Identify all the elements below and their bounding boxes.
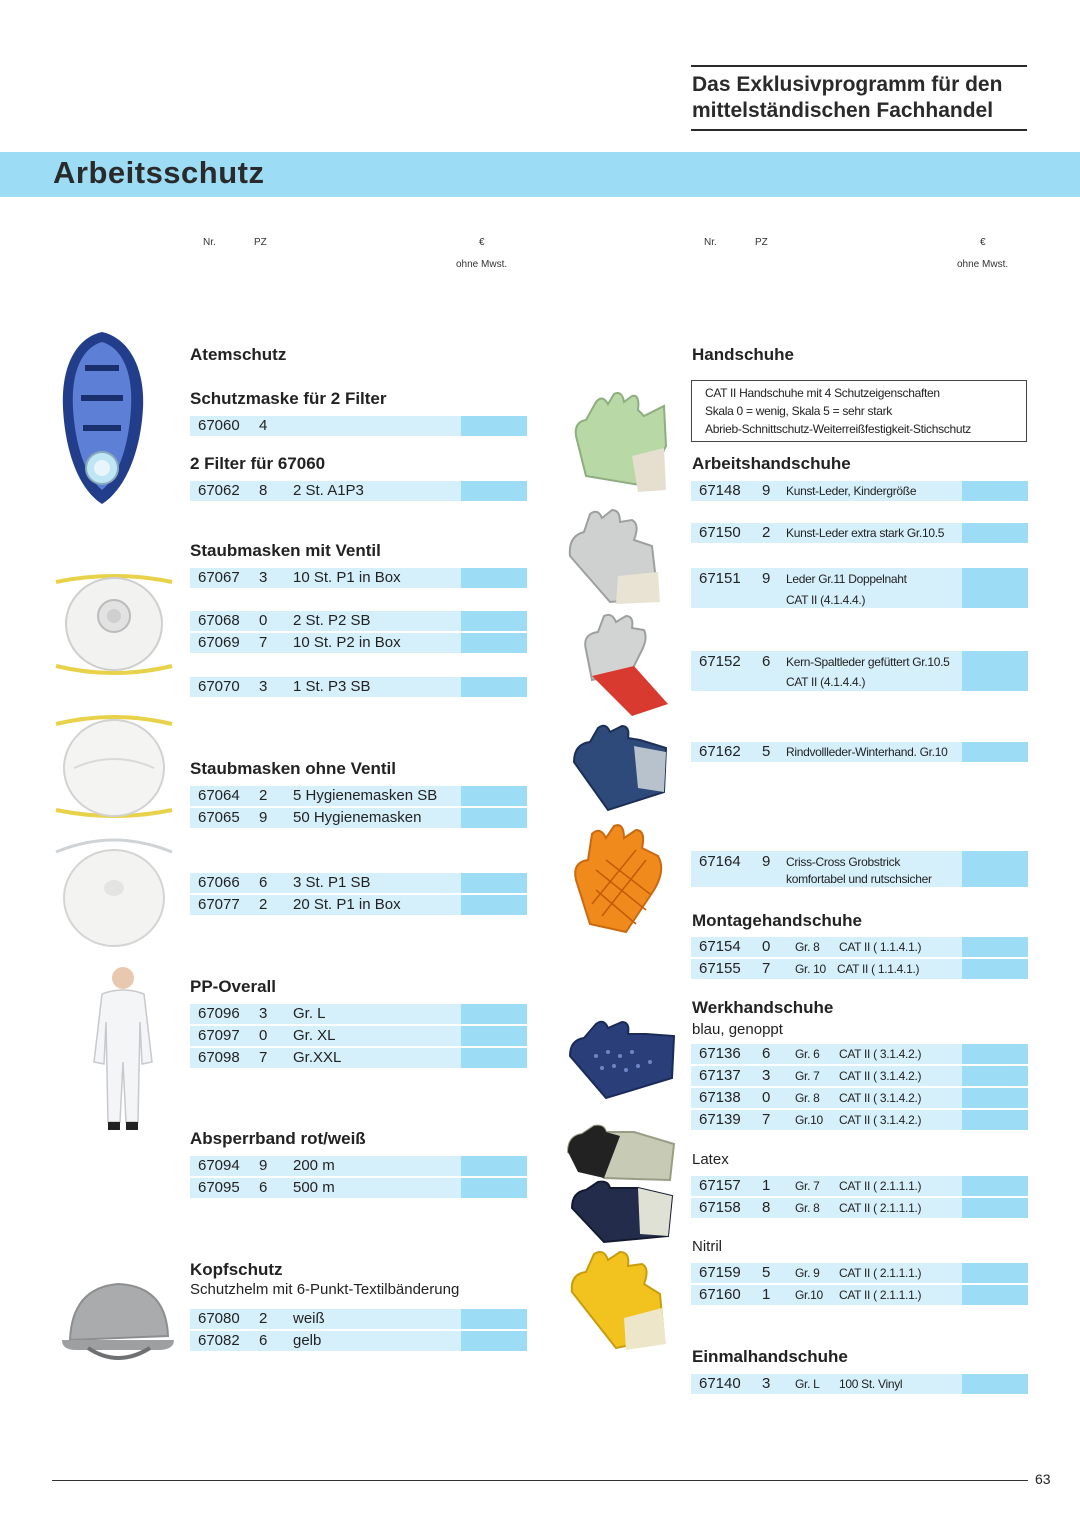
article-size: Gr. 6 bbox=[795, 1047, 820, 1061]
price-cell bbox=[962, 1088, 1028, 1108]
colhead-pz-left: PZ bbox=[254, 237, 267, 248]
pp-overall-image bbox=[88, 962, 158, 1134]
heading-kopfschutz: Kopfschutz bbox=[190, 1260, 283, 1279]
glove-grey-image bbox=[560, 506, 664, 606]
article-size: Gr.10 bbox=[795, 1288, 823, 1302]
table-row bbox=[691, 1088, 1028, 1108]
article-pz: 6 bbox=[259, 1332, 268, 1349]
price-cell bbox=[461, 1156, 527, 1176]
table-row bbox=[190, 1156, 527, 1176]
colhead-vat-right: ohne Mwst. bbox=[957, 259, 1009, 270]
article-nr: 67158 bbox=[699, 1199, 741, 1216]
heading-pp-overall: PP-Overall bbox=[190, 977, 276, 996]
article-nr: 67068 bbox=[198, 612, 240, 629]
article-desc: 5 Hygienemasken SB bbox=[293, 787, 438, 804]
price-cell bbox=[461, 1048, 527, 1068]
article-pz: 6 bbox=[762, 653, 771, 670]
price-cell bbox=[461, 1331, 527, 1351]
glove-nitril-image bbox=[566, 1248, 674, 1354]
article-pz: 3 bbox=[762, 1067, 771, 1084]
info-box bbox=[691, 380, 1027, 442]
article-nr: 67157 bbox=[699, 1177, 741, 1194]
article-nr: 67159 bbox=[699, 1264, 741, 1281]
dust-mask-valve-image bbox=[50, 570, 178, 678]
article-pz: 1 bbox=[762, 1177, 771, 1194]
glove-green-image bbox=[566, 386, 670, 498]
price-cell bbox=[461, 1004, 527, 1024]
article-nr: 67152 bbox=[699, 653, 741, 670]
price-cell bbox=[461, 416, 527, 436]
table-row bbox=[190, 786, 527, 806]
article-nr: 67065 bbox=[198, 809, 240, 826]
table-row bbox=[190, 416, 527, 436]
glove-orange-image bbox=[566, 820, 670, 938]
article-desc: Kern-Spaltleder gefüttert Gr.10.5 bbox=[786, 655, 950, 669]
section-title: Arbeitsschutz bbox=[53, 155, 265, 190]
tagline-line-2: mittelständischen Fachhandel bbox=[692, 99, 994, 122]
article-pz: 0 bbox=[762, 1089, 771, 1106]
info-line: CAT II Handschuhe mit 4 Schutzeigenschaften bbox=[705, 386, 940, 400]
article-nr: 67162 bbox=[699, 743, 741, 760]
article-nr: 67160 bbox=[699, 1286, 741, 1303]
article-nr: 67140 bbox=[699, 1375, 741, 1392]
heading-handschuhe: Handschuhe bbox=[692, 345, 795, 364]
subheading-werkhandschuhe: blau, genoppt bbox=[692, 1021, 783, 1038]
price-cell bbox=[461, 873, 527, 893]
article-pz: 6 bbox=[259, 874, 268, 891]
header-rule-top bbox=[691, 65, 1027, 67]
price-cell bbox=[962, 1285, 1028, 1305]
article-desc: 3 St. P1 SB bbox=[293, 874, 371, 891]
article-pz: 7 bbox=[762, 1111, 771, 1128]
article-cat: CAT II ( 3.1.4.2.) bbox=[839, 1091, 922, 1105]
article-nr: 67137 bbox=[699, 1067, 741, 1084]
page-number: 63 bbox=[1035, 1471, 1051, 1487]
table-row bbox=[691, 1044, 1028, 1064]
helmet-image bbox=[58, 1278, 178, 1368]
article-nr: 67080 bbox=[198, 1310, 240, 1327]
table-row bbox=[190, 895, 527, 915]
article-desc: weiß bbox=[293, 1310, 325, 1327]
header-tagline bbox=[692, 72, 1032, 124]
article-desc: Gr. XL bbox=[293, 1027, 336, 1044]
heading-montagehandschuhe: Montagehandschuhe bbox=[692, 911, 863, 930]
table-row bbox=[691, 1066, 1028, 1086]
article-pz: 7 bbox=[259, 1049, 268, 1066]
article-pz: 9 bbox=[259, 1157, 268, 1174]
table-row bbox=[691, 851, 1028, 887]
price-cell bbox=[962, 1176, 1028, 1196]
heading-atemschutz: Atemschutz bbox=[190, 345, 287, 364]
article-desc: 10 St. P1 in Box bbox=[293, 569, 401, 586]
table-row bbox=[691, 1263, 1028, 1283]
article-desc: Gr. L bbox=[293, 1005, 326, 1022]
article-desc: Leder Gr.11 Doppelnaht bbox=[786, 572, 907, 586]
article-cat: CAT II ( 2.1.1.1.) bbox=[839, 1266, 922, 1280]
article-nr: 67154 bbox=[699, 938, 741, 955]
article-desc: Kunst-Leder, Kindergröße bbox=[786, 484, 917, 498]
price-cell bbox=[461, 481, 527, 501]
price-cell bbox=[461, 786, 527, 806]
colhead-vat-left: ohne Mwst. bbox=[456, 259, 508, 270]
article-nr: 67148 bbox=[699, 482, 741, 499]
table-row bbox=[190, 481, 527, 501]
price-cell bbox=[962, 1110, 1028, 1130]
article-desc: 50 Hygienemasken bbox=[293, 809, 422, 826]
subheading-nitril: Nitril bbox=[692, 1238, 722, 1255]
price-cell bbox=[461, 808, 527, 828]
price-cell bbox=[962, 523, 1028, 543]
article-desc: Gr.XXL bbox=[293, 1049, 342, 1066]
article-pz: 9 bbox=[762, 570, 771, 587]
price-cell bbox=[461, 1026, 527, 1046]
article-desc: 20 St. P1 in Box bbox=[293, 896, 401, 913]
heading-arbeitshandschuhe: Arbeitshandschuhe bbox=[692, 454, 851, 473]
table-row bbox=[190, 633, 527, 653]
article-cat: 100 St. Vinyl bbox=[839, 1377, 903, 1391]
table-row bbox=[190, 677, 527, 697]
article-nr: 67155 bbox=[699, 960, 741, 977]
article-pz: 6 bbox=[762, 1045, 771, 1062]
price-cell bbox=[962, 568, 1028, 608]
article-pz: 8 bbox=[259, 482, 268, 499]
article-nr: 67062 bbox=[198, 482, 240, 499]
glove-red-image bbox=[572, 610, 672, 718]
article-pz: 3 bbox=[762, 1375, 771, 1392]
tagline-line-1: Das Exklusivprogramm für den bbox=[692, 73, 1003, 96]
article-nr: 67139 bbox=[699, 1111, 741, 1128]
table-row bbox=[691, 742, 1028, 762]
article-size: Gr. L bbox=[795, 1377, 820, 1391]
price-cell bbox=[962, 851, 1028, 887]
table-row bbox=[691, 523, 1028, 543]
article-size: Gr. 8 bbox=[795, 940, 820, 954]
price-cell bbox=[962, 959, 1028, 979]
price-cell bbox=[461, 1178, 527, 1198]
table-row bbox=[691, 1374, 1028, 1394]
glove-knit-dotted-image bbox=[566, 1016, 676, 1102]
article-pz: 7 bbox=[762, 960, 771, 977]
article-nr: 67095 bbox=[198, 1179, 240, 1196]
article-nr: 67150 bbox=[699, 524, 741, 541]
article-desc: 500 m bbox=[293, 1179, 335, 1196]
price-cell bbox=[962, 937, 1028, 957]
article-desc: 10 St. P2 in Box bbox=[293, 634, 401, 651]
price-cell bbox=[461, 1309, 527, 1329]
article-size: Gr. 7 bbox=[795, 1179, 820, 1193]
article-size: Gr. 8 bbox=[795, 1201, 820, 1215]
article-size: Gr. 7 bbox=[795, 1069, 820, 1083]
article-pz: 9 bbox=[762, 853, 771, 870]
article-size: Gr.10 bbox=[795, 1113, 823, 1127]
article-desc-2: komfortabel und rutschsicher bbox=[786, 872, 932, 886]
subheading-schutzhelm: Schutzhelm mit 6-Punkt-Textilbänderung bbox=[190, 1281, 460, 1298]
table-row bbox=[691, 959, 1028, 979]
article-pz: 5 bbox=[762, 743, 771, 760]
article-nr: 67067 bbox=[198, 569, 240, 586]
price-cell bbox=[461, 677, 527, 697]
price-cell bbox=[461, 895, 527, 915]
table-row bbox=[190, 1026, 527, 1046]
article-pz: 2 bbox=[259, 1310, 268, 1327]
table-row bbox=[190, 1004, 527, 1024]
hygiene-mask-image bbox=[50, 832, 178, 950]
article-desc: 2 St. A1P3 bbox=[293, 482, 364, 499]
price-cell bbox=[962, 481, 1028, 501]
price-cell bbox=[962, 1044, 1028, 1064]
article-nr: 67138 bbox=[699, 1089, 741, 1106]
subheading-latex: Latex bbox=[692, 1151, 729, 1168]
colhead-euro-right: € bbox=[980, 237, 986, 248]
article-desc: 2 St. P2 SB bbox=[293, 612, 371, 629]
table-row bbox=[190, 1048, 527, 1068]
info-line: Abrieb-Schnittschutz-Weiterreißfestigkeit-Stichschutz bbox=[705, 422, 971, 436]
table-row bbox=[691, 568, 1028, 608]
table-row bbox=[190, 1309, 527, 1329]
article-pz: 6 bbox=[259, 1179, 268, 1196]
article-nr: 67070 bbox=[198, 678, 240, 695]
table-row bbox=[190, 611, 527, 631]
price-cell bbox=[461, 568, 527, 588]
table-row bbox=[190, 873, 527, 893]
price-cell bbox=[962, 1198, 1028, 1218]
article-cat: CAT II ( 2.1.1.1.) bbox=[839, 1201, 922, 1215]
article-nr: 67094 bbox=[198, 1157, 240, 1174]
heading-staubmasken-ventil: Staubmasken mit Ventil bbox=[190, 541, 381, 560]
article-pz: 0 bbox=[259, 612, 268, 629]
article-desc: 200 m bbox=[293, 1157, 335, 1174]
info-line: Skala 0 = wenig, Skala 5 = sehr stark bbox=[705, 404, 893, 418]
colhead-euro-left: € bbox=[479, 237, 485, 248]
article-size: Gr. 9 bbox=[795, 1266, 820, 1280]
heading-werkhandschuhe: Werkhandschuhe bbox=[692, 998, 834, 1017]
article-pz: 8 bbox=[762, 1199, 771, 1216]
article-pz: 5 bbox=[762, 1264, 771, 1281]
heading-absperrband: Absperrband rot/weiß bbox=[190, 1129, 366, 1148]
article-nr: 67164 bbox=[699, 853, 741, 870]
article-pz: 3 bbox=[259, 678, 268, 695]
article-cat: CAT II ( 3.1.4.2.) bbox=[839, 1069, 922, 1083]
article-cat: CAT II ( 3.1.4.2.) bbox=[839, 1047, 922, 1061]
table-row bbox=[691, 1285, 1028, 1305]
article-cat: CAT II ( 3.1.4.2.) bbox=[839, 1113, 922, 1127]
article-desc: Kunst-Leder extra stark Gr.10.5 bbox=[786, 526, 945, 540]
table-row bbox=[691, 937, 1028, 957]
table-row bbox=[190, 1331, 527, 1351]
article-desc: 1 St. P3 SB bbox=[293, 678, 371, 695]
article-nr: 67082 bbox=[198, 1332, 240, 1349]
price-cell bbox=[461, 633, 527, 653]
article-desc: Rindvollleder-Winterhand. Gr.10 bbox=[786, 745, 948, 759]
article-cat: CAT II ( 2.1.1.1.) bbox=[839, 1179, 922, 1193]
table-row bbox=[691, 651, 1028, 691]
article-size: Gr. 8 bbox=[795, 1091, 820, 1105]
table-row bbox=[190, 568, 527, 588]
article-nr: 67097 bbox=[198, 1027, 240, 1044]
article-pz: 7 bbox=[259, 634, 268, 651]
glove-blue-leather-image bbox=[568, 722, 672, 814]
article-pz: 3 bbox=[259, 1005, 268, 1022]
article-pz: 2 bbox=[259, 787, 268, 804]
article-pz: 0 bbox=[259, 1027, 268, 1044]
article-pz: 3 bbox=[259, 569, 268, 586]
article-pz: 2 bbox=[259, 896, 268, 913]
article-nr: 67096 bbox=[198, 1005, 240, 1022]
price-cell bbox=[962, 1263, 1028, 1283]
heading-staubmasken-ohne: Staubmasken ohne Ventil bbox=[190, 759, 396, 778]
article-nr: 67060 bbox=[198, 417, 240, 434]
article-nr: 67151 bbox=[699, 570, 741, 587]
article-size: Gr. 10 bbox=[795, 962, 826, 976]
heading-schutzmaske: Schutzmaske für 2 Filter bbox=[190, 389, 387, 408]
table-row bbox=[691, 1110, 1028, 1130]
article-pz: 9 bbox=[762, 482, 771, 499]
price-cell bbox=[461, 611, 527, 631]
article-pz: 9 bbox=[259, 809, 268, 826]
article-desc-2: CAT II (4.1.4.4.) bbox=[786, 675, 866, 689]
colhead-nr-left: Nr. bbox=[203, 237, 216, 248]
article-pz: 1 bbox=[762, 1286, 771, 1303]
footer-rule bbox=[52, 1480, 1028, 1481]
article-cat: CAT II ( 1.1.4.1.) bbox=[837, 962, 920, 976]
price-cell bbox=[962, 1066, 1028, 1086]
article-desc: Criss-Cross Grobstrick bbox=[786, 855, 901, 869]
heading-einmalhandschuhe: Einmalhandschuhe bbox=[692, 1347, 848, 1366]
price-cell bbox=[962, 651, 1028, 691]
colhead-nr-right: Nr. bbox=[704, 237, 717, 248]
dust-mask-image bbox=[50, 710, 178, 822]
article-nr: 67066 bbox=[198, 874, 240, 891]
article-cat: CAT II ( 2.1.1.1.) bbox=[839, 1288, 922, 1302]
table-row bbox=[691, 481, 1028, 501]
article-pz: 4 bbox=[259, 417, 268, 434]
article-cat: CAT II ( 1.1.4.1.) bbox=[839, 940, 922, 954]
article-desc: gelb bbox=[293, 1332, 322, 1349]
article-desc-2: CAT II (4.1.4.4.) bbox=[786, 593, 866, 607]
header-rule-bottom bbox=[691, 129, 1027, 131]
table-row bbox=[190, 808, 527, 828]
heading-filter: 2 Filter für 67060 bbox=[190, 454, 326, 473]
article-nr: 67077 bbox=[198, 896, 240, 913]
glove-latex-image bbox=[564, 1122, 678, 1248]
table-row bbox=[691, 1198, 1028, 1218]
article-pz: 2 bbox=[762, 524, 771, 541]
table-row bbox=[691, 1176, 1028, 1196]
half-mask-image bbox=[55, 328, 150, 510]
article-nr: 67069 bbox=[198, 634, 240, 651]
article-nr: 67098 bbox=[198, 1049, 240, 1066]
article-pz: 0 bbox=[762, 938, 771, 955]
table-row bbox=[190, 1178, 527, 1198]
article-nr: 67136 bbox=[699, 1045, 741, 1062]
colhead-pz-right: PZ bbox=[755, 237, 768, 248]
article-nr: 67064 bbox=[198, 787, 240, 804]
price-cell bbox=[962, 1374, 1028, 1394]
price-cell bbox=[962, 742, 1028, 762]
